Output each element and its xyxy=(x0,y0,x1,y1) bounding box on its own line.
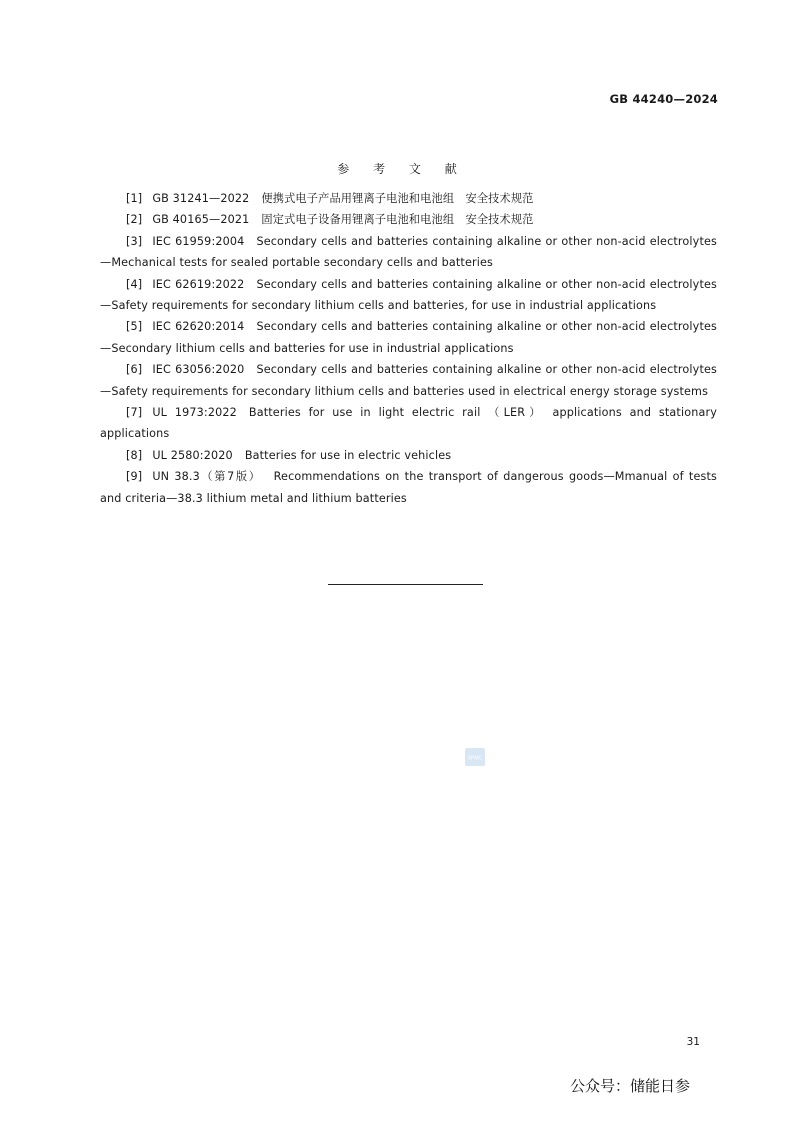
reference-code: UL 2580:2020 xyxy=(152,448,233,462)
reference-text: Batteries for use in light electric rail （LER） applications and stationary applications xyxy=(100,406,717,441)
reference-code: UN 38.3（第7版） xyxy=(152,470,262,484)
reference-number: [2] xyxy=(126,213,143,227)
reference-text: Secondary cells and batteries containing alkaline or other non-acid electrolytes—Secondary lithium cells and batteries for use in industrial applications xyxy=(100,320,717,355)
reference-number: [5] xyxy=(126,320,143,334)
reference-code: IEC 62620:2014 xyxy=(152,320,245,334)
end-rule xyxy=(328,584,483,585)
watermark-text: 公众号：储能日参 xyxy=(570,1077,691,1095)
stamp-icon xyxy=(465,748,485,766)
reference-number: [6] xyxy=(126,363,143,377)
standard-number: GB 44240—2024 xyxy=(609,92,718,106)
reference-text: Batteries for use in electric vehicles xyxy=(244,448,452,462)
reference-number: [7] xyxy=(126,406,143,420)
page-number: 31 xyxy=(686,1036,700,1048)
reference-item xyxy=(100,231,717,274)
reference-number: [4] xyxy=(126,277,143,291)
reference-item xyxy=(100,316,717,359)
reference-code: IEC 62619:2022 xyxy=(152,277,245,291)
reference-code: IEC 63056:2020 xyxy=(152,363,245,377)
reference-code: GB 40165—2021 xyxy=(152,213,250,227)
reference-code: IEC 61959:2004 xyxy=(152,234,245,248)
spmc-stamp-logo xyxy=(465,748,485,766)
reference-text: Recommendations on the transport of dangerous goods—Mmanual of tests and criteria—38.3 lithium metal and lithium batteries xyxy=(100,470,717,505)
reference-text: 固定式电子设备用锂离子电池和电池组 安全技术规范 xyxy=(261,213,534,227)
reference-number: [1] xyxy=(126,192,143,205)
reference-text: Secondary cells and batteries containing alkaline or other non-acid electrolytes—Safety requirements for secondary lithium cells and batteries used in electrical energy storage systems xyxy=(100,363,717,398)
reference-item xyxy=(100,359,717,402)
reference-number: [9] xyxy=(126,470,143,484)
section-title: 参 考 文 献 xyxy=(337,162,467,176)
reference-item xyxy=(100,445,717,466)
reference-item xyxy=(100,274,717,317)
reference-text: 便携式电子产品用锂离子电池和电池组 安全技术规范 xyxy=(261,192,534,205)
reference-list xyxy=(100,188,717,509)
reference-text: Secondary cells and batteries containing alkaline or other non-acid electrolytes—Safety requirements for secondary lithium cells and batteries, for use in industrial applications xyxy=(100,277,717,313)
reference-code: UL 1973:2022 xyxy=(152,406,237,420)
reference-text: Secondary cells and batteries containing alkaline or other non-acid electrolytes—Mechanical tests for sealed portable secondary cells and batteries xyxy=(100,234,717,270)
reference-item xyxy=(100,209,717,230)
reference-item xyxy=(100,188,717,209)
reference-item xyxy=(100,466,717,509)
reference-item xyxy=(100,402,717,445)
svg-text:SPMC: SPMC xyxy=(467,755,483,762)
reference-number: [8] xyxy=(126,448,143,462)
reference-number: [3] xyxy=(126,234,143,248)
reference-code: GB 31241—2022 xyxy=(152,192,250,205)
